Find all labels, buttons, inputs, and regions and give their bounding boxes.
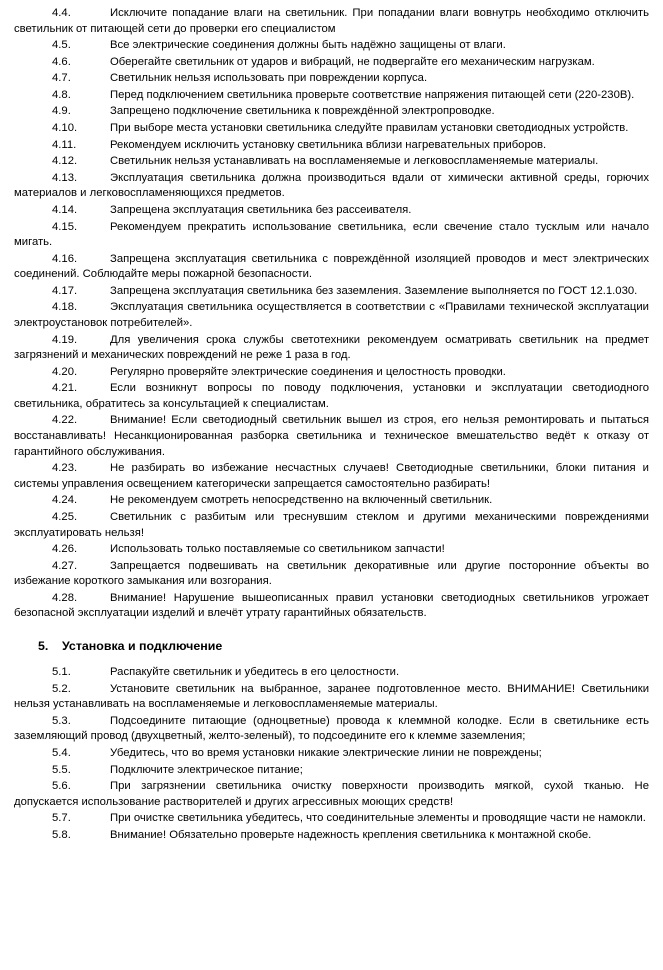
clause-number: 5.1. xyxy=(52,666,71,679)
clause-number: 4.28. xyxy=(52,591,78,604)
clause-text: Запрещена эксплуатация светильника без рассеивателя. xyxy=(110,203,412,216)
clause-item xyxy=(14,138,649,154)
clause-item xyxy=(14,763,649,779)
clause-number: 4.22. xyxy=(52,414,78,427)
clause-number: 4.4. xyxy=(52,7,71,19)
clause-number: 4.5. xyxy=(52,39,71,52)
clause-text: Подсоедините питающие (одноцветные) провода к клеммной колодке. Если в светильнике есть заземляющий провод (двухцветный, желто-зеленый), то подсоедините его к клемме заземления; xyxy=(14,714,649,743)
clause-text: Светильник с разбитым или треснувшим стеклом и другими механическими повреждениями эксплуатировать нельзя! xyxy=(14,510,649,539)
clause-item xyxy=(14,828,649,844)
clause-item xyxy=(14,203,649,219)
clause-number: 4.17. xyxy=(52,284,78,297)
clause-text: При очистке светильника убедитесь, что соединительные элементы и проводящие части не намокли. xyxy=(110,812,646,825)
clause-item xyxy=(14,746,649,762)
clause-text: Убедитесь, что во время установки никакие электрические линии не повреждены; xyxy=(110,746,542,759)
clause-number: 4.13. xyxy=(52,171,78,184)
clause-number: 4.26. xyxy=(52,543,78,556)
clause-text: Запрещается подвешивать на светильник декоративные или другие посторонние объекты во избежание короткого замыкания или возгорания. xyxy=(14,559,649,588)
clause-number: 4.16. xyxy=(52,252,78,265)
clause-list-4 xyxy=(14,6,649,622)
clause-number: 4.14. xyxy=(52,203,78,216)
clause-text: Эксплуатация светильника должна производиться вдали от химически активной среды, горючих материалов и легковоспламеняющихся предметов. xyxy=(14,171,649,200)
clause-number: 4.10. xyxy=(52,122,78,135)
clause-text: Исключите попадание влаги на светильник. При попадании влаги вовнутрь необходимо отключить светильник от питающей сети до проверки его специалистом xyxy=(14,7,649,35)
clause-item xyxy=(14,413,649,460)
clause-item xyxy=(14,171,649,202)
clause-item xyxy=(14,333,649,364)
clause-item xyxy=(14,154,649,170)
clause-text: Все электрические соединения должны быть надёжно защищены от влаги. xyxy=(110,39,506,52)
clause-text: Светильник нельзя использовать при повреждении корпуса. xyxy=(110,72,428,85)
clause-text: Перед подключением светильника проверьте соответствие напряжения питающей сети (220-230В). xyxy=(110,88,635,101)
clause-text: Запрещена эксплуатация светильника без заземления. Заземление выполняется по ГОСТ 12.1.030. xyxy=(110,284,638,297)
clause-text: Рекомендуем исключить установку светильника вблизи нагревательных приборов. xyxy=(110,138,547,151)
clause-text: Запрещено подключение светильника к повреждённой электропроводке. xyxy=(110,105,495,118)
clause-text: Оберегайте светильник от ударов и вибраций, не подвергайте его механическим нагрузкам. xyxy=(110,55,595,68)
clause-item xyxy=(14,665,649,681)
clause-item xyxy=(14,88,649,104)
clause-text: Рекомендуем прекратить использование светильника, если свечение стало тусклым или начало мигать. xyxy=(14,220,649,249)
clause-item xyxy=(14,714,649,745)
clause-text: Внимание! Обязательно проверьте надежность крепления светильника к монтажной скобе. xyxy=(110,828,592,841)
clause-item xyxy=(14,252,649,283)
clause-text: Светильник нельзя устанавливать на воспламеняемые и легковоспламеняемые материалы. xyxy=(110,155,599,168)
clause-number: 4.9. xyxy=(52,105,71,118)
clause-number: 5.4. xyxy=(52,746,71,759)
section-number: 5. xyxy=(38,638,49,653)
clause-number: 4.12. xyxy=(52,155,78,168)
clause-item xyxy=(14,591,649,622)
clause-item xyxy=(14,682,649,713)
clause-number: 4.15. xyxy=(52,220,78,233)
clause-number: 4.20. xyxy=(52,365,78,378)
clause-item xyxy=(14,493,649,509)
clause-item xyxy=(14,220,649,251)
clause-item xyxy=(14,284,649,300)
clause-text: При загрязнении светильника очистку поверхности производить мягкой, сухой тканью. Не допускается использование растворителей и других агрессивных моющих средств! xyxy=(14,780,649,808)
clause-text: Распакуйте светильник и убедитесь в его целостности. xyxy=(110,666,400,679)
clause-text: Регулярно проверяйте электрические соединения и целостность проводки. xyxy=(110,365,506,378)
clause-number: 5.2. xyxy=(52,682,71,695)
clause-text: Использовать только поставляемые со светильником запчасти! xyxy=(110,543,445,556)
clause-number: 5.3. xyxy=(52,714,71,727)
clause-item xyxy=(14,811,649,827)
clause-text: При выборе места установки светильника следуйте правилам установки светодиодных устройств. xyxy=(110,122,629,135)
clause-item xyxy=(14,6,649,37)
clause-number: 4.8. xyxy=(52,88,71,101)
clause-item xyxy=(14,461,649,492)
clause-item xyxy=(14,55,649,71)
clause-number: 4.25. xyxy=(52,510,78,523)
clause-number: 4.11. xyxy=(52,138,77,151)
clause-item xyxy=(14,510,649,541)
clause-number: 4.6. xyxy=(52,55,71,68)
clause-text: Не разбирать во избежание несчастных случаев! Светодиодные светильники, блоки питания и системы управления освещением категорически запрещается самостоятельно разбирать! xyxy=(14,462,649,490)
clause-text: Эксплуатация светильника осуществляется в соответствии с «Правилами технической эксплуатации электроустановок потребителей». xyxy=(14,301,649,329)
clause-item xyxy=(14,38,649,54)
section-title: Установка и подключение xyxy=(62,638,223,653)
clause-number: 4.18. xyxy=(52,301,78,314)
clause-text: Не рекомендуем смотреть непосредственно на включенный светильник. xyxy=(110,494,493,507)
clause-number: 5.6. xyxy=(52,780,71,793)
clause-item xyxy=(14,559,649,590)
clause-item xyxy=(14,121,649,137)
clause-number: 5.5. xyxy=(52,763,71,776)
clause-number: 4.7. xyxy=(52,72,71,85)
clause-number: 4.19. xyxy=(52,333,78,346)
clause-number: 5.7. xyxy=(52,812,71,825)
clause-number: 4.23. xyxy=(52,462,78,475)
clause-item xyxy=(14,779,649,810)
clause-item xyxy=(14,542,649,558)
clause-text: Установите светильник на выбранное, заранее подготовленное место. ВНИМАНИЕ! Светильники нельзя устанавливать на воспламеняемые и легковоспламеняемые материалы. xyxy=(14,682,649,711)
clause-text: Внимание! Нарушение вышеописанных правил установки светодиодных светильников угрожает безопасной эксплуатации изделий и влечёт утрату гарантийных обязательств. xyxy=(14,591,649,620)
clause-item xyxy=(14,104,649,120)
clause-text: Запрещена эксплуатация светильника с повреждённой изоляцией проводов и мест электрических соединений. Соблюдайте меры пожарной безопасности. xyxy=(14,252,649,281)
clause-number: 4.21. xyxy=(52,382,78,395)
clause-text: Подключите электрическое питание; xyxy=(110,763,303,776)
clause-number: 4.27. xyxy=(52,559,78,572)
clause-item xyxy=(14,381,649,412)
clause-item xyxy=(14,71,649,87)
clause-text: Если возникнут вопросы по поводу подключения, установки и эксплуатации светодиодного светильника, обратитесь за консультацией к специалистам. xyxy=(14,382,649,410)
clause-item xyxy=(14,365,649,381)
clause-text: Внимание! Если светодиодный светильник вышел из строя, его нельзя ремонтировать и пытаться восстанавливать! Несанкционированная разборка светильника и техническое вмешательство ведёт к отказу от гарантийного обслуживания. xyxy=(14,414,649,458)
clause-number: 4.24. xyxy=(52,494,78,507)
clause-text: Для увеличения срока службы светотехники рекомендуем осматривать светильник на предмет загрязнений и механических повреждений не реже 1 раза в год. xyxy=(14,333,649,362)
clause-item xyxy=(14,300,649,331)
clause-number: 5.8. xyxy=(52,828,71,841)
section-heading xyxy=(14,638,649,655)
clause-list-5 xyxy=(14,665,649,843)
